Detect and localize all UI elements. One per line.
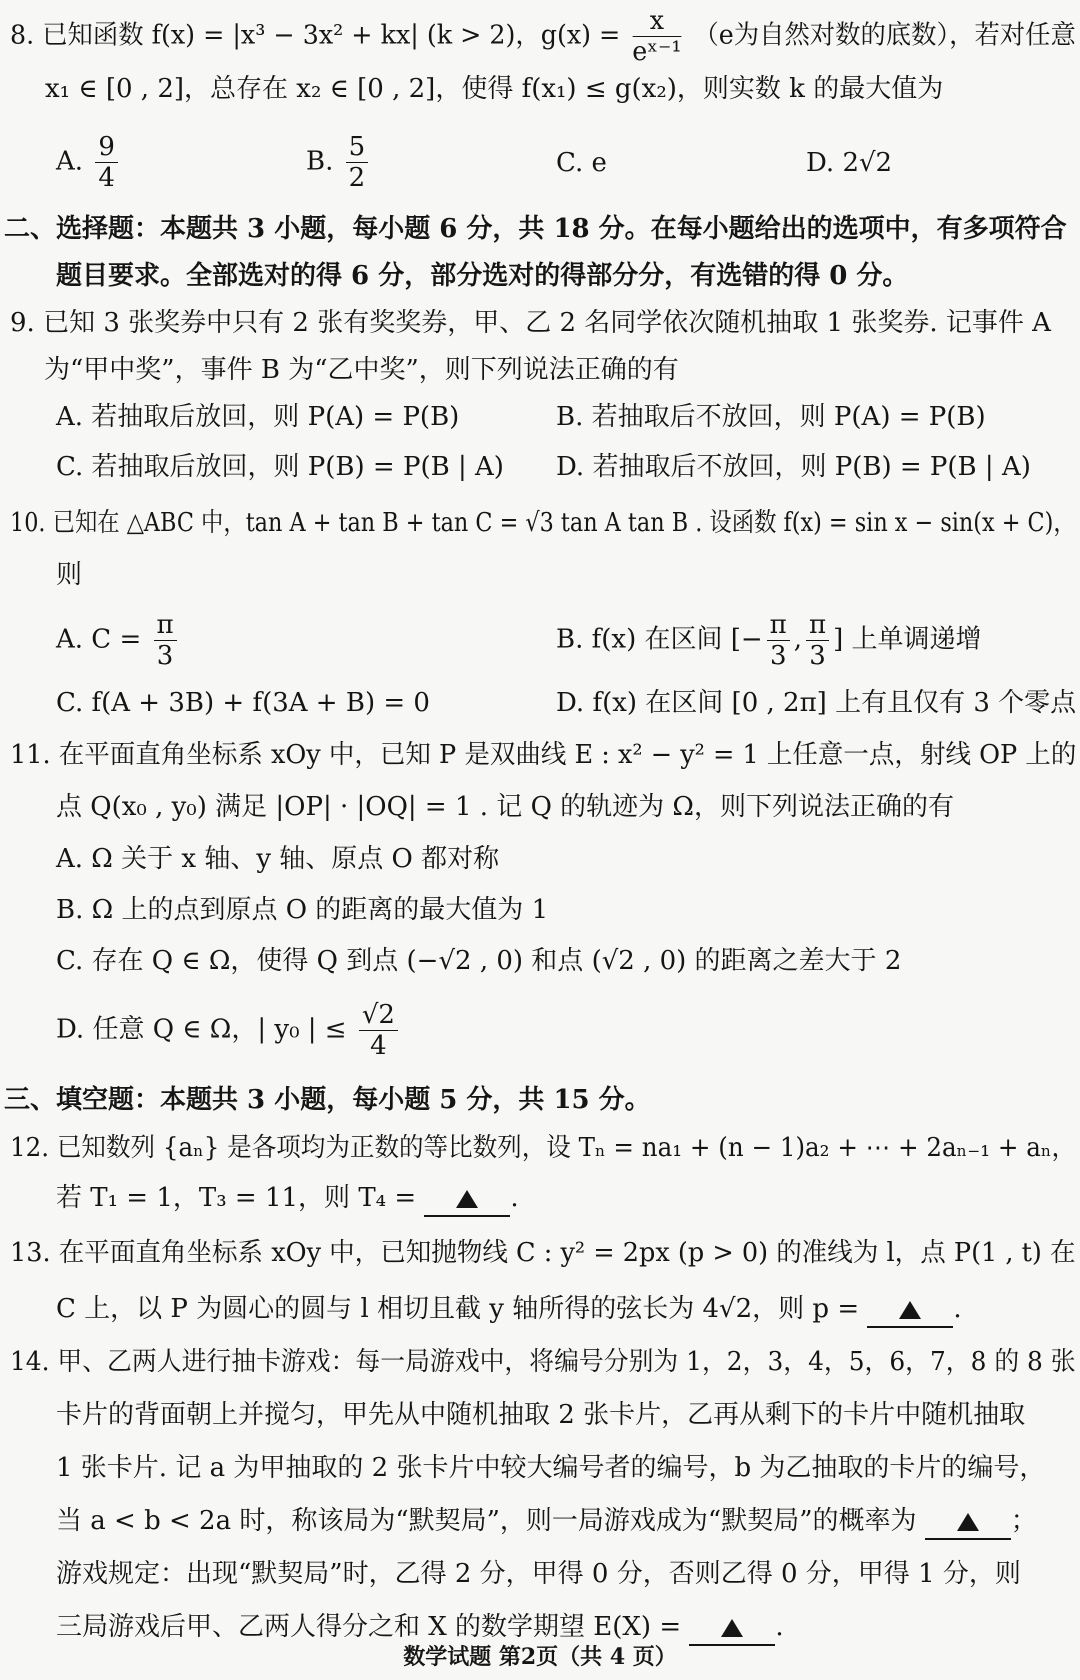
q14-line2: 卡片的背面朝上并搅匀，甲先从中随机抽取 2 张卡片，乙再从剩下的卡片中随机抽取	[56, 1400, 1026, 1430]
answer-blank	[867, 1292, 953, 1328]
q10-line2: 则	[56, 560, 83, 590]
q9-option-c: C. 若抽取后放回，则 P(B) = P(B | A)	[56, 452, 504, 482]
g-fraction: $\frac{x}{\text{eˣ⁻¹}}$	[632, 6, 682, 67]
q10-line1: 10. 已知在 △ABC 中，tan A + tan B + tan C = √3 tan A tan B . 设函数 f(x) = sin x − sin(x + C)，	[10, 508, 1076, 538]
q10-option-b: B. f(x) 在区间 [− $\frac{\pi}{3}$ , $\frac{\pi}{3}$ ] 上单调递增	[556, 610, 982, 671]
q14-line3: 1 张卡片. 记 a 为甲抽取的 2 张卡片中较大编号者的编号，b 为乙抽取的卡片的编号，	[56, 1453, 1046, 1483]
triangle-icon	[721, 1619, 743, 1637]
triangle-icon	[899, 1301, 921, 1319]
q11-option-c: C. 存在 Q ∈ Ω，使得 Q 到点 (−√2 , 0) 和点 (√2 , 0) 的距离之差大于 2	[56, 946, 902, 976]
q14-line1: 14. 甲、乙两人进行抽卡游戏：每一局游戏中，将编号分别为 1，2，3，4，5，6，7，8 的 8 张	[10, 1347, 1076, 1377]
q14-line5: 游戏规定：出现“默契局”时，乙得 2 分，甲得 0 分，否则乙得 0 分，甲得 1 分，则	[56, 1559, 1021, 1589]
q9-line1: 9. 已知 3 张奖券中只有 2 张有奖奖券，甲、乙 2 名同学依次随机抽取 1 张奖券. 记事件 A	[10, 308, 1051, 338]
q9-option-d: D. 若抽取后不放回，则 P(B) = P(B | A)	[556, 452, 1031, 482]
q8-option-a: A. $\frac{9}{4}$	[56, 132, 122, 193]
q13-line2: C 上，以 P 为圆心的圆与 l 相切且截 y 轴所得的弦长为 4√2，则 p = .	[56, 1292, 962, 1328]
section3-heading: 三、填空题：本题共 3 小题，每小题 5 分，共 15 分。	[4, 1085, 651, 1115]
q8-option-d: D. 2√2	[806, 148, 893, 178]
q12-line2: 若 T₁ = 1，T₃ = 11，则 T₄ = .	[56, 1181, 519, 1217]
q8-option-b: B. $\frac{5}{2}$	[306, 132, 372, 193]
page-footer: 数学试题 第2页（共 4 页）	[403, 1644, 677, 1670]
q12-line1: 12. 已知数列 {aₙ} 是各项均为正数的等比数列，设 Tₙ = na₁ + (n − 1)a₂ + ⋯ + 2aₙ₋₁ + aₙ，	[10, 1133, 1077, 1163]
q9-option-b: B. 若抽取后不放回，则 P(A) = P(B)	[556, 402, 986, 432]
q14-line4: 当 a < b < 2a 时，称该局为“默契局”，则一局游戏成为“默契局”的概率为 ；	[56, 1504, 1037, 1540]
q9-line2: 为“甲中奖”，事件 B 为“乙中奖”，则下列说法正确的有	[44, 355, 679, 385]
section2-heading-line2: 题目要求。全部选对的得 6 分，部分选对的得部分分，有选错的得 0 分。	[56, 261, 909, 291]
q8-option-c: C. e	[556, 148, 607, 178]
q13-line1: 13. 在平面直角坐标系 xOy 中，已知抛物线 C : y² = 2px (p > 0) 的准线为 l，点 P(1 , t) 在	[10, 1238, 1076, 1268]
q11-line1: 11. 在平面直角坐标系 xOy 中，已知 P 是双曲线 E : x² − y² = 1 上任意一点，射线 OP 上的	[10, 740, 1077, 770]
answer-blank	[925, 1504, 1011, 1540]
answer-blank	[424, 1181, 510, 1217]
triangle-icon	[957, 1513, 979, 1531]
q14-line6: 三局游戏后甲、乙两人得分之和 X 的数学期望 E(X) = .	[56, 1610, 784, 1646]
q11-option-d: D. 任意 Q ∈ Ω，| y₀ | ≤ $\frac{√2}{4}$	[56, 1000, 402, 1061]
q10-option-c: C. f(A + 3B) + f(3A + B) = 0	[56, 688, 430, 718]
q8-line2: x₁ ∈ [0 , 2]，总存在 x₂ ∈ [0 , 2]，使得 f(x₁) ≤ g(x₂)，则实数 k 的最大值为	[45, 74, 944, 104]
triangle-icon	[456, 1190, 478, 1208]
q9-option-a: A. 若抽取后放回，则 P(A) = P(B)	[56, 402, 460, 432]
q11-line2: 点 Q(x₀ , y₀) 满足 |OP| · |OQ| = 1 . 记 Q 的轨迹为 Ω，则下列说法正确的有	[56, 792, 954, 822]
q11-option-a: A. Ω 关于 x 轴、y 轴、原点 O 都对称	[56, 844, 500, 874]
section2-heading: 二、选择题：本题共 3 小题，每小题 6 分，共 18 分。在每小题给出的选项中，有多项符合	[4, 214, 1067, 244]
q8-line1: 8. 已知函数 f(x) = |x³ − 3x² + kx| (k > 2)，g(x) = $\frac{x}{\text{eˣ⁻¹}}$ （e为自然对数的底数），若对任意	[10, 6, 1076, 67]
q11-option-b: B. Ω 上的点到原点 O 的距离的最大值为 1	[56, 895, 549, 925]
q10-option-a: A. C = $\frac{\pi}{3}$	[56, 610, 181, 671]
q10-option-d: D. f(x) 在区间 [0 , 2π] 上有且仅有 3 个零点	[556, 688, 1077, 718]
